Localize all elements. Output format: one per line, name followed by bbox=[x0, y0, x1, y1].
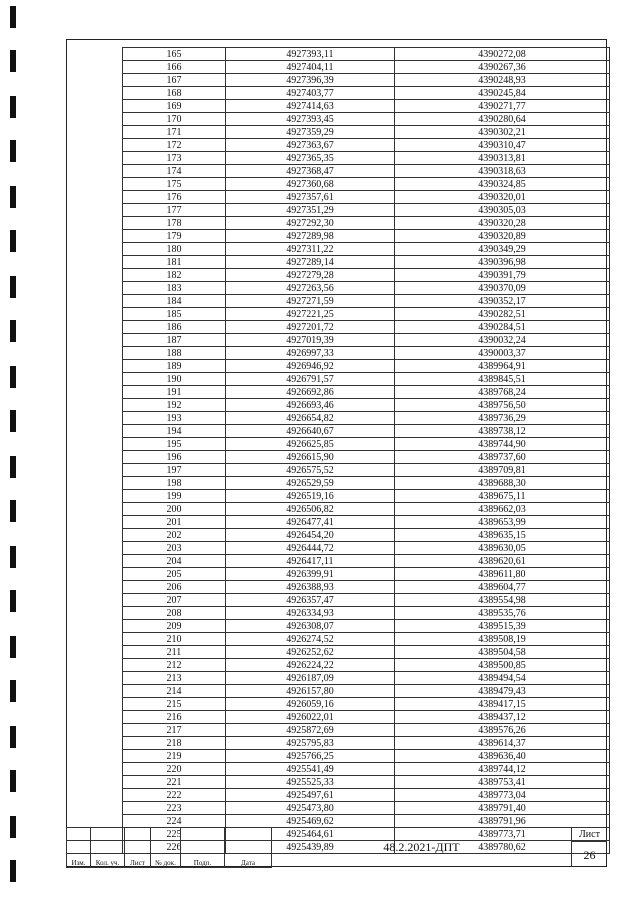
table-row bbox=[123, 438, 610, 451]
table-row bbox=[123, 321, 610, 334]
point-number: 173 bbox=[123, 152, 226, 165]
coord-y: 4389500,85 bbox=[395, 659, 610, 672]
coord-y: 4390352,17 bbox=[395, 295, 610, 308]
table-row bbox=[123, 607, 610, 620]
coord-y: 4389964,91 bbox=[395, 360, 610, 373]
coord-x: 4926692,86 bbox=[226, 386, 395, 399]
coord-x: 4925469,62 bbox=[226, 815, 395, 828]
coord-y: 4389773,71 bbox=[395, 828, 610, 841]
table-row bbox=[123, 61, 610, 74]
coord-y: 4390324,85 bbox=[395, 178, 610, 191]
table-row bbox=[123, 802, 610, 815]
coord-x: 4926477,41 bbox=[226, 516, 395, 529]
coord-y: 4389791,96 bbox=[395, 815, 610, 828]
table-row bbox=[123, 815, 610, 828]
binding-mark bbox=[10, 320, 16, 342]
point-number: 225 bbox=[123, 828, 226, 841]
coord-x: 4927289,98 bbox=[226, 230, 395, 243]
sheet-label: Лист bbox=[572, 828, 607, 842]
coord-y: 4389635,15 bbox=[395, 529, 610, 542]
coord-y: 4390391,79 bbox=[395, 269, 610, 282]
coord-x: 4926946,92 bbox=[226, 360, 395, 373]
coord-x: 4927404,11 bbox=[226, 61, 395, 74]
table-row bbox=[123, 152, 610, 165]
point-number: 171 bbox=[123, 126, 226, 139]
coord-y: 4389675,11 bbox=[395, 490, 610, 503]
table-row bbox=[123, 425, 610, 438]
binding-mark bbox=[10, 230, 16, 252]
table-row bbox=[123, 191, 610, 204]
table-row bbox=[123, 87, 610, 100]
table-row bbox=[123, 516, 610, 529]
table-row bbox=[123, 711, 610, 724]
point-number: 199 bbox=[123, 490, 226, 503]
header-kol-uch: Кол. уч. bbox=[91, 854, 125, 868]
point-number: 207 bbox=[123, 594, 226, 607]
table-row bbox=[123, 685, 610, 698]
coord-y: 4390248,93 bbox=[395, 74, 610, 87]
table-row bbox=[123, 113, 610, 126]
coord-y: 4390320,28 bbox=[395, 217, 610, 230]
coord-y: 4389504,58 bbox=[395, 646, 610, 659]
coord-x: 4927414,63 bbox=[226, 100, 395, 113]
point-number: 220 bbox=[123, 763, 226, 776]
coord-y: 4390396,98 bbox=[395, 256, 610, 269]
coord-y: 4390320,01 bbox=[395, 191, 610, 204]
binding-mark bbox=[10, 636, 16, 658]
coord-x: 4927365,35 bbox=[226, 152, 395, 165]
point-number: 186 bbox=[123, 321, 226, 334]
coord-x: 4926059,16 bbox=[226, 698, 395, 711]
document-code: 48.2.2021-ДПТ bbox=[271, 827, 571, 867]
coord-x: 4927357,61 bbox=[226, 191, 395, 204]
coord-y: 4389417,15 bbox=[395, 698, 610, 711]
coord-x: 4927201,72 bbox=[226, 321, 395, 334]
coord-y: 4390282,51 bbox=[395, 308, 610, 321]
coord-x: 4927359,29 bbox=[226, 126, 395, 139]
point-number: 210 bbox=[123, 633, 226, 646]
coord-y: 4389780,62 bbox=[395, 841, 610, 854]
table-row bbox=[123, 672, 610, 685]
table-row bbox=[123, 360, 610, 373]
table-row bbox=[123, 750, 610, 763]
coord-y: 4390032,24 bbox=[395, 334, 610, 347]
table-row bbox=[123, 412, 610, 425]
point-number: 219 bbox=[123, 750, 226, 763]
binding-mark bbox=[10, 500, 16, 522]
binding-mark bbox=[10, 726, 16, 748]
point-number: 222 bbox=[123, 789, 226, 802]
coord-x: 4927393,11 bbox=[226, 48, 395, 61]
coord-x: 4925766,25 bbox=[226, 750, 395, 763]
point-number: 170 bbox=[123, 113, 226, 126]
point-number: 198 bbox=[123, 477, 226, 490]
table-row bbox=[123, 503, 610, 516]
coord-x: 4927393,45 bbox=[226, 113, 395, 126]
binding-mark bbox=[10, 770, 16, 792]
coord-y: 4389737,60 bbox=[395, 451, 610, 464]
coord-x: 4927403,77 bbox=[226, 87, 395, 100]
table-row bbox=[123, 633, 610, 646]
point-number: 168 bbox=[123, 87, 226, 100]
binding-mark bbox=[10, 140, 16, 162]
coord-y: 4389576,26 bbox=[395, 724, 610, 737]
table-row bbox=[123, 594, 610, 607]
table-row bbox=[123, 568, 610, 581]
point-number: 187 bbox=[123, 334, 226, 347]
binding-mark bbox=[10, 590, 16, 612]
point-number: 167 bbox=[123, 74, 226, 87]
coord-x: 4926399,91 bbox=[226, 568, 395, 581]
binding-mark bbox=[10, 816, 16, 838]
coord-y: 4390267,36 bbox=[395, 61, 610, 74]
point-number: 212 bbox=[123, 659, 226, 672]
point-number: 218 bbox=[123, 737, 226, 750]
point-number: 185 bbox=[123, 308, 226, 321]
coord-y: 4389636,40 bbox=[395, 750, 610, 763]
point-number: 224 bbox=[123, 815, 226, 828]
point-number: 192 bbox=[123, 399, 226, 412]
table-row bbox=[123, 451, 610, 464]
coord-y: 4389845,51 bbox=[395, 373, 610, 386]
coord-x: 4926444,72 bbox=[226, 542, 395, 555]
binding-mark bbox=[10, 366, 16, 388]
coord-y: 4389604,77 bbox=[395, 581, 610, 594]
point-number: 194 bbox=[123, 425, 226, 438]
binding-mark bbox=[10, 456, 16, 478]
coord-y: 4389744,90 bbox=[395, 438, 610, 451]
coord-y: 4389709,81 bbox=[395, 464, 610, 477]
table-row bbox=[123, 308, 610, 321]
point-number: 202 bbox=[123, 529, 226, 542]
coord-y: 4389688,30 bbox=[395, 477, 610, 490]
coord-y: 4390305,03 bbox=[395, 204, 610, 217]
coord-x: 4926417,11 bbox=[226, 555, 395, 568]
table-row bbox=[123, 763, 610, 776]
coord-x: 4925464,61 bbox=[226, 828, 395, 841]
table-row bbox=[123, 74, 610, 87]
coord-y: 4390284,51 bbox=[395, 321, 610, 334]
point-number: 176 bbox=[123, 191, 226, 204]
point-number: 195 bbox=[123, 438, 226, 451]
point-number: 175 bbox=[123, 178, 226, 191]
title-block bbox=[66, 827, 607, 867]
coord-x: 4927279,28 bbox=[226, 269, 395, 282]
coord-x: 4927292,30 bbox=[226, 217, 395, 230]
sheet-box bbox=[571, 827, 607, 867]
coord-x: 4926454,20 bbox=[226, 529, 395, 542]
table-row bbox=[123, 295, 610, 308]
coordinates-table-body bbox=[123, 48, 610, 854]
binding-mark bbox=[10, 546, 16, 568]
table-row bbox=[123, 776, 610, 789]
point-number: 208 bbox=[123, 607, 226, 620]
coord-x: 4926640,67 bbox=[226, 425, 395, 438]
table-row bbox=[123, 100, 610, 113]
coord-x: 4926506,82 bbox=[226, 503, 395, 516]
coord-x: 4926224,22 bbox=[226, 659, 395, 672]
point-number: 179 bbox=[123, 230, 226, 243]
coord-x: 4926187,09 bbox=[226, 672, 395, 685]
binding-mark bbox=[10, 276, 16, 298]
coord-x: 4926357,47 bbox=[226, 594, 395, 607]
coord-y: 4389736,29 bbox=[395, 412, 610, 425]
coord-x: 4925795,83 bbox=[226, 737, 395, 750]
coord-x: 4927360,68 bbox=[226, 178, 395, 191]
table-row bbox=[123, 646, 610, 659]
coord-y: 4390272,08 bbox=[395, 48, 610, 61]
coord-y: 4389515,39 bbox=[395, 620, 610, 633]
binding-mark bbox=[10, 410, 16, 432]
coord-x: 4926791,57 bbox=[226, 373, 395, 386]
table-row bbox=[123, 126, 610, 139]
coord-x: 4926654,82 bbox=[226, 412, 395, 425]
table-row bbox=[123, 464, 610, 477]
coord-y: 4389479,43 bbox=[395, 685, 610, 698]
coord-y: 4389535,76 bbox=[395, 607, 610, 620]
coord-y: 4389662,03 bbox=[395, 503, 610, 516]
table-row bbox=[123, 724, 610, 737]
point-number: 200 bbox=[123, 503, 226, 516]
coord-y: 4390313,81 bbox=[395, 152, 610, 165]
point-number: 203 bbox=[123, 542, 226, 555]
point-number: 204 bbox=[123, 555, 226, 568]
coord-y: 4390310,47 bbox=[395, 139, 610, 152]
point-number: 166 bbox=[123, 61, 226, 74]
table-row bbox=[123, 386, 610, 399]
point-number: 214 bbox=[123, 685, 226, 698]
table-row bbox=[123, 620, 610, 633]
binding-mark bbox=[10, 6, 16, 28]
coord-x: 4927271,59 bbox=[226, 295, 395, 308]
point-number: 206 bbox=[123, 581, 226, 594]
table-row bbox=[123, 243, 610, 256]
coord-x: 4927019,39 bbox=[226, 334, 395, 347]
table-row bbox=[123, 256, 610, 269]
title-block-grid bbox=[66, 827, 272, 868]
coord-x: 4926997,33 bbox=[226, 347, 395, 360]
coord-y: 4390280,64 bbox=[395, 113, 610, 126]
point-number: 169 bbox=[123, 100, 226, 113]
coord-x: 4927368,47 bbox=[226, 165, 395, 178]
coord-y: 4389653,99 bbox=[395, 516, 610, 529]
coord-x: 4925497,61 bbox=[226, 789, 395, 802]
coord-y: 4389494,54 bbox=[395, 672, 610, 685]
binding-mark bbox=[10, 186, 16, 208]
coord-y: 4389437,12 bbox=[395, 711, 610, 724]
coord-x: 4926252,62 bbox=[226, 646, 395, 659]
point-number: 226 bbox=[123, 841, 226, 854]
table-row bbox=[123, 217, 610, 230]
binding-mark bbox=[10, 680, 16, 702]
coord-y: 4390349,29 bbox=[395, 243, 610, 256]
point-number: 188 bbox=[123, 347, 226, 360]
coord-y: 4389756,50 bbox=[395, 399, 610, 412]
table-row bbox=[123, 399, 610, 412]
point-number: 221 bbox=[123, 776, 226, 789]
header-date: Дата bbox=[225, 854, 272, 868]
table-row bbox=[123, 282, 610, 295]
table-row bbox=[123, 698, 610, 711]
coord-y: 4389554,98 bbox=[395, 594, 610, 607]
coord-x: 4926274,52 bbox=[226, 633, 395, 646]
coord-x: 4927311,22 bbox=[226, 243, 395, 256]
coord-y: 4389753,41 bbox=[395, 776, 610, 789]
coord-x: 4926529,59 bbox=[226, 477, 395, 490]
coord-y: 4389791,40 bbox=[395, 802, 610, 815]
header-doc-number: № док. bbox=[151, 854, 181, 868]
coord-x: 4926157,80 bbox=[226, 685, 395, 698]
coord-x: 4925525,33 bbox=[226, 776, 395, 789]
table-row bbox=[123, 48, 610, 61]
point-number: 174 bbox=[123, 165, 226, 178]
coord-x: 4926388,93 bbox=[226, 581, 395, 594]
coord-y: 4389614,37 bbox=[395, 737, 610, 750]
point-number: 183 bbox=[123, 282, 226, 295]
coord-y: 4389744,12 bbox=[395, 763, 610, 776]
table-row bbox=[123, 529, 610, 542]
coord-x: 4927221,25 bbox=[226, 308, 395, 321]
point-number: 216 bbox=[123, 711, 226, 724]
binding-mark bbox=[10, 860, 16, 882]
table-row bbox=[123, 178, 610, 191]
point-number: 196 bbox=[123, 451, 226, 464]
table-row bbox=[123, 490, 610, 503]
coord-y: 4390302,21 bbox=[395, 126, 610, 139]
point-number: 197 bbox=[123, 464, 226, 477]
binding-mark bbox=[10, 96, 16, 118]
coord-x: 4925439,89 bbox=[226, 841, 395, 854]
coord-x: 4927363,67 bbox=[226, 139, 395, 152]
coord-y: 4389611,80 bbox=[395, 568, 610, 581]
table-row bbox=[123, 334, 610, 347]
table-row bbox=[123, 139, 610, 152]
table-row bbox=[123, 347, 610, 360]
table-row bbox=[123, 542, 610, 555]
coord-y: 4390318,63 bbox=[395, 165, 610, 178]
table-row bbox=[123, 477, 610, 490]
coord-y: 4390003,37 bbox=[395, 347, 610, 360]
point-number: 177 bbox=[123, 204, 226, 217]
table-row bbox=[123, 269, 610, 282]
point-number: 180 bbox=[123, 243, 226, 256]
coord-y: 4389620,61 bbox=[395, 555, 610, 568]
table-row bbox=[123, 789, 610, 802]
coord-x: 4926693,46 bbox=[226, 399, 395, 412]
table-row bbox=[123, 737, 610, 750]
point-number: 201 bbox=[123, 516, 226, 529]
point-number: 190 bbox=[123, 373, 226, 386]
coord-y: 4389768,24 bbox=[395, 386, 610, 399]
coord-y: 4389773,04 bbox=[395, 789, 610, 802]
coord-x: 4926022,01 bbox=[226, 711, 395, 724]
coord-x: 4925541,49 bbox=[226, 763, 395, 776]
table-row bbox=[123, 230, 610, 243]
coordinates-table bbox=[122, 47, 610, 854]
point-number: 189 bbox=[123, 360, 226, 373]
coord-y: 4390370,09 bbox=[395, 282, 610, 295]
point-number: 193 bbox=[123, 412, 226, 425]
coord-x: 4927263,56 bbox=[226, 282, 395, 295]
point-number: 184 bbox=[123, 295, 226, 308]
coord-x: 4925872,69 bbox=[226, 724, 395, 737]
point-number: 211 bbox=[123, 646, 226, 659]
coord-x: 4926519,16 bbox=[226, 490, 395, 503]
point-number: 182 bbox=[123, 269, 226, 282]
binding-mark bbox=[10, 50, 16, 72]
coord-x: 4926615,90 bbox=[226, 451, 395, 464]
table-row bbox=[123, 659, 610, 672]
point-number: 223 bbox=[123, 802, 226, 815]
point-number: 215 bbox=[123, 698, 226, 711]
point-number: 165 bbox=[123, 48, 226, 61]
coord-x: 4927289,14 bbox=[226, 256, 395, 269]
table-row bbox=[123, 555, 610, 568]
point-number: 209 bbox=[123, 620, 226, 633]
sheet-number: 26 bbox=[583, 848, 596, 862]
header-signature: Подп. bbox=[181, 854, 225, 868]
table-row bbox=[123, 373, 610, 386]
point-number: 181 bbox=[123, 256, 226, 269]
point-number: 217 bbox=[123, 724, 226, 737]
table-row bbox=[123, 204, 610, 217]
table-row bbox=[123, 581, 610, 594]
header-izm: Изм. bbox=[67, 854, 91, 868]
coord-x: 4926625,85 bbox=[226, 438, 395, 451]
coord-y: 4390271,77 bbox=[395, 100, 610, 113]
coord-x: 4925473,80 bbox=[226, 802, 395, 815]
coord-x: 4926334,93 bbox=[226, 607, 395, 620]
coord-x: 4926575,52 bbox=[226, 464, 395, 477]
point-number: 205 bbox=[123, 568, 226, 581]
coord-y: 4390245,84 bbox=[395, 87, 610, 100]
coord-x: 4926308,07 bbox=[226, 620, 395, 633]
header-list: Лист bbox=[125, 854, 151, 868]
coord-y: 4389508,19 bbox=[395, 633, 610, 646]
coord-x: 4927351,29 bbox=[226, 204, 395, 217]
point-number: 213 bbox=[123, 672, 226, 685]
point-number: 191 bbox=[123, 386, 226, 399]
coord-x: 4927396,39 bbox=[226, 74, 395, 87]
coord-y: 4389630,05 bbox=[395, 542, 610, 555]
coord-y: 4390320,89 bbox=[395, 230, 610, 243]
table-row bbox=[123, 165, 610, 178]
point-number: 178 bbox=[123, 217, 226, 230]
coord-y: 4389738,12 bbox=[395, 425, 610, 438]
point-number: 172 bbox=[123, 139, 226, 152]
